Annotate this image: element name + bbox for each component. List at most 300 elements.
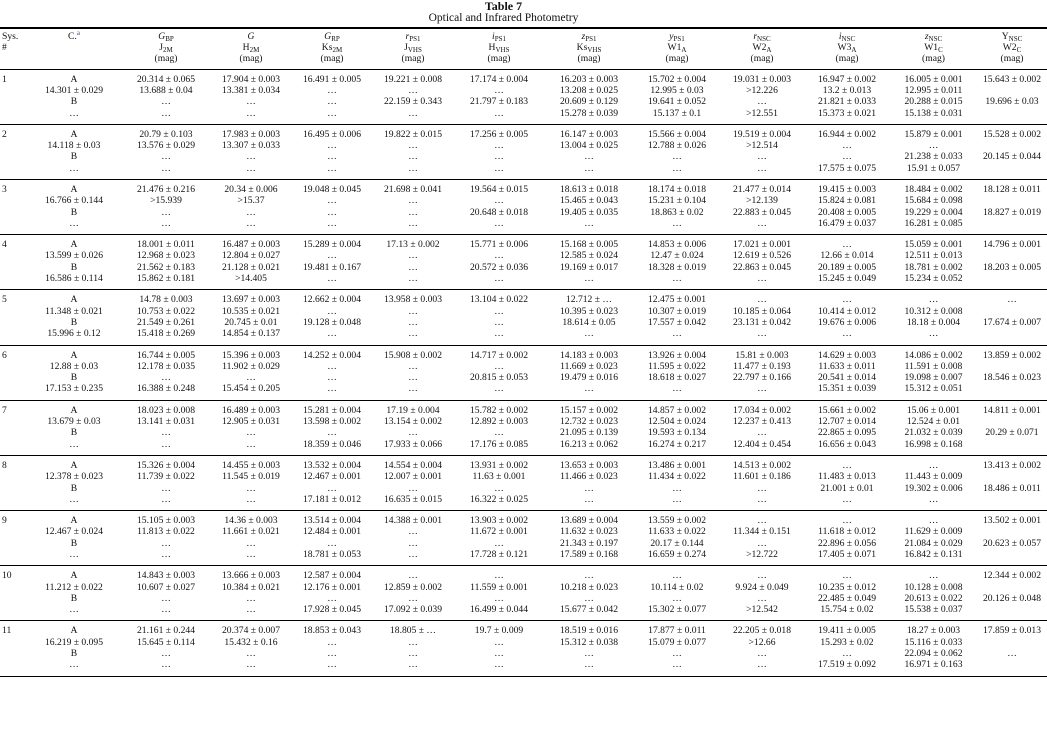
magnitude-cell: 20.79 ± 0.103 [139, 128, 193, 140]
header-col-bottom [122, 42, 210, 53]
header-col-bottom-band: W3 [837, 42, 852, 54]
table-row [0, 538, 1047, 549]
magnitude-cell: … [928, 515, 939, 527]
magnitude-cell: … [210, 163, 292, 180]
header-component [26, 31, 122, 65]
magnitude-cell: 11.601 ± 0.186 [733, 471, 791, 483]
header-col-bottom-sub: C [1016, 46, 1022, 55]
magnitude-cell [977, 108, 1047, 125]
magnitude-cell: … [890, 494, 977, 511]
magnitude-cell: 13.576 ± 0.029 [136, 140, 196, 152]
magnitude-cell: >12.551 [720, 108, 804, 125]
magnitude-cell: 16.005 ± 0.001 [904, 73, 963, 85]
magnitude-cell: … [408, 648, 418, 660]
header-col-top-band: r [753, 31, 758, 42]
magnitude-cell: 12.237 ± 0.413 [732, 416, 792, 428]
component-cell: A [70, 294, 78, 306]
magnitude-cell [977, 416, 1047, 427]
magnitude-cell: 14.629 ± 0.003 [817, 349, 877, 361]
header-col-bottom [210, 42, 292, 53]
magnitude-cell: … [634, 273, 720, 290]
component-cell: … [26, 659, 122, 676]
table-body [0, 69, 1047, 676]
magnitude-cell: 18.614 ± 0.05 [562, 316, 616, 328]
magnitude-cell: … [494, 360, 504, 372]
table-caption [0, 0, 1007, 24]
magnitude-cell: 10.395 ± 0.023 [559, 305, 619, 317]
magnitude-cell: 16.971 ± 0.163 [890, 659, 977, 676]
magnitude-cell [977, 494, 1047, 511]
magnitude-cell: 19.479 ± 0.016 [559, 372, 619, 384]
table-row [0, 151, 1047, 162]
magnitude-cell: 13.931 ± 0.002 [469, 459, 529, 471]
magnitude-cell: 17.181 ± 0.012 [292, 494, 372, 511]
magnitude-cell: 10.114 ± 0.02 [650, 581, 704, 593]
magnitude-cell: … [757, 592, 767, 604]
magnitude-cell: … [408, 140, 418, 152]
magnitude-cell: 20.609 ± 0.129 [559, 96, 619, 108]
header-col-bottom-band: J [404, 42, 408, 54]
system-number: 9 [2, 515, 7, 527]
header-col-top-band: Y [1001, 31, 1009, 42]
magnitude-cell: >15.37 [237, 195, 265, 207]
magnitude-cell: 21.032 ± 0.039 [904, 427, 963, 439]
component-cell: B [70, 96, 78, 108]
component-cell: 11.348 ± 0.021 [45, 305, 103, 317]
magnitude-cell: 12.968 ± 0.023 [136, 250, 196, 262]
header-col-top [977, 31, 1047, 42]
magnitude-cell [977, 306, 1047, 317]
magnitude-cell: … [544, 494, 634, 511]
table-row [0, 604, 1047, 621]
magnitude-cell [977, 549, 1047, 566]
header-col-unit: (mag) [401, 53, 425, 65]
table-row [0, 648, 1047, 659]
system-number [0, 317, 26, 328]
magnitude-cell: 13.2 ± 0.013 [822, 84, 872, 96]
magnitude-cell: 19.128 ± 0.048 [302, 316, 362, 328]
magnitude-cell: … [1007, 294, 1017, 306]
header-col-top-sub: PS1 [585, 35, 597, 43]
header-col-bottom-sub: VHS [587, 46, 602, 55]
magnitude-cell: … [494, 151, 504, 163]
component-cell: … [26, 549, 122, 566]
system-number [0, 526, 26, 537]
magnitude-cell: 16.744 ± 0.005 [136, 349, 196, 361]
magnitude-cell: … [327, 206, 337, 218]
magnitude-cell: 15.754 ± 0.02 [804, 604, 890, 621]
magnitude-cell: 15.059 ± 0.001 [904, 239, 963, 251]
header-col-bottom [372, 42, 454, 53]
header-sys-hash: # [2, 42, 7, 54]
magnitude-cell: 18.203 ± 0.005 [982, 261, 1042, 273]
system-number [0, 273, 26, 290]
system-number: 4 [2, 239, 7, 251]
magnitude-cell: … [122, 494, 210, 511]
magnitude-cell: … [246, 592, 256, 604]
magnitude-cell: 22.094 ± 0.062 [904, 648, 963, 660]
table-row [0, 566, 1047, 582]
magnitude-cell: 11.633 ± 0.011 [818, 360, 876, 372]
magnitude-cell: 16.479 ± 0.037 [804, 218, 890, 235]
header-col-top-band: z [581, 31, 586, 42]
magnitude-cell: 14.252 ± 0.004 [302, 349, 362, 361]
magnitude-cell: 16.491 ± 0.005 [302, 73, 362, 85]
header-col-bottom-band: H [488, 42, 496, 54]
magnitude-cell: 21.477 ± 0.014 [732, 183, 792, 195]
magnitude-cell: … [584, 592, 594, 604]
magnitude-cell: 11.559 ± 0.001 [470, 581, 528, 593]
magnitude-cell: 15.138 ± 0.031 [890, 108, 977, 125]
magnitude-cell: … [634, 218, 720, 235]
magnitude-cell: … [161, 482, 171, 494]
component-cell: 14.301 ± 0.029 [44, 84, 104, 96]
system-number [0, 108, 26, 125]
header-col-top-sub: NSC [757, 35, 771, 43]
magnitude-cell: 14.843 ± 0.003 [136, 570, 196, 582]
header-col-bottom-band: H [242, 42, 250, 54]
table-row [0, 218, 1047, 235]
magnitude-cell: 16.635 ± 0.015 [372, 494, 454, 511]
magnitude-cell: … [246, 648, 256, 660]
magnitude-cell: … [372, 108, 454, 125]
magnitude-cell: 12.66 ± 0.014 [820, 250, 874, 262]
magnitude-cell: … [720, 163, 804, 180]
component-cell: A [70, 570, 78, 582]
magnitude-cell: 15.432 ± 0.16 [224, 636, 278, 648]
magnitude-cell: 19.411 ± 0.005 [818, 625, 876, 637]
component-cell: 16.586 ± 0.114 [26, 273, 122, 290]
magnitude-cell: 18.486 ± 0.011 [983, 482, 1041, 494]
magnitude-cell: 15.312 ± 0.038 [559, 636, 619, 648]
magnitude-cell: 20.623 ± 0.057 [982, 537, 1042, 549]
component-cell: B [70, 427, 78, 439]
header-col-top-band: i [838, 31, 842, 42]
magnitude-cell: 15.454 ± 0.205 [210, 383, 292, 400]
component-cell: … [26, 604, 122, 621]
magnitude-cell: >12.226 [746, 84, 778, 96]
magnitude-cell: 11.63 ± 0.001 [472, 471, 526, 483]
header-col-top-band: y [669, 31, 674, 42]
magnitude-cell: 15.645 ± 0.114 [137, 636, 195, 648]
magnitude-cell: 17.405 ± 0.071 [804, 549, 890, 566]
magnitude-cell: … [246, 96, 256, 108]
magnitude-cell: 18.484 ± 0.002 [904, 183, 963, 195]
magnitude-cell: 21.821 ± 0.033 [817, 96, 877, 108]
table-row [0, 207, 1047, 218]
magnitude-cell: 14.183 ± 0.003 [559, 349, 619, 361]
magnitude-cell: 20.572 ± 0.036 [469, 261, 529, 273]
magnitude-cell: 15.643 ± 0.002 [982, 73, 1042, 85]
magnitude-cell: 11.477 ± 0.193 [733, 360, 791, 372]
component-cell: A [70, 404, 78, 416]
magnitude-cell: 15.81 ± 0.003 [735, 349, 789, 361]
magnitude-cell: 13.859 ± 0.002 [982, 349, 1042, 361]
magnitude-cell: 21.343 ± 0.197 [559, 537, 619, 549]
system-number: 5 [2, 294, 7, 306]
magnitude-cell: 14.388 ± 0.001 [383, 515, 443, 527]
magnitude-cell: 11.545 ± 0.019 [222, 471, 280, 483]
component-cell: 12.88 ± 0.03 [49, 360, 99, 372]
system-number: 3 [2, 183, 7, 195]
header-col-top-sub: PS1 [494, 35, 506, 43]
header-col-top [890, 31, 977, 42]
header-col-unit: (mag) [665, 53, 689, 65]
magnitude-cell: … [757, 96, 767, 108]
header-col-1 [210, 31, 292, 65]
magnitude-cell: 14.853 ± 0.006 [647, 239, 707, 251]
magnitude-cell: … [672, 648, 682, 660]
table-row [0, 471, 1047, 482]
magnitude-cell: 13.653 ± 0.003 [559, 459, 619, 471]
component-cell: … [26, 108, 122, 125]
header-col-bottom-sub: 2M [332, 46, 343, 55]
system-number [0, 96, 26, 107]
magnitude-cell: … [246, 537, 256, 549]
component-cell: 15.996 ± 0.12 [26, 328, 122, 345]
magnitude-cell: 12.47 ± 0.024 [650, 250, 704, 262]
table-row [0, 416, 1047, 427]
magnitude-cell: 12.585 ± 0.024 [559, 250, 619, 262]
header-col-unit: (mag) [577, 53, 601, 65]
magnitude-cell: 16.487 ± 0.003 [221, 239, 281, 251]
table-row [0, 140, 1047, 151]
system-number: 11 [2, 625, 12, 637]
table-row [0, 526, 1047, 537]
magnitude-cell: 10.128 ± 0.008 [904, 581, 963, 593]
magnitude-cell: 16.213 ± 0.062 [544, 439, 634, 456]
magnitude-cell: 19.7 ± 0.009 [474, 625, 524, 637]
magnitude-cell: 16.281 ± 0.085 [890, 218, 977, 235]
magnitude-cell: … [408, 636, 418, 648]
magnitude-cell: … [720, 494, 804, 511]
table-row [0, 262, 1047, 273]
magnitude-cell: 13.208 ± 0.025 [559, 84, 619, 96]
system-number [0, 427, 26, 438]
magnitude-cell: 12.892 ± 0.003 [469, 416, 529, 428]
magnitude-cell: 13.689 ± 0.004 [559, 515, 619, 527]
magnitude-cell: … [327, 151, 337, 163]
magnitude-cell: … [327, 636, 337, 648]
magnitude-cell [977, 218, 1047, 235]
table-row [0, 372, 1047, 383]
magnitude-cell: 22.485 ± 0.049 [817, 592, 877, 604]
magnitude-cell: 13.381 ± 0.034 [221, 84, 281, 96]
magnitude-cell: 20.815 ± 0.053 [469, 372, 529, 384]
magnitude-cell: 15.538 ± 0.037 [890, 604, 977, 621]
magnitude-cell: … [122, 604, 210, 621]
header-col-bottom [544, 42, 634, 53]
magnitude-cell: … [842, 239, 852, 251]
magnitude-cell: 18.27 ± 0.003 [906, 625, 961, 637]
magnitude-cell: … [757, 570, 767, 582]
magnitude-cell: 15.137 ± 0.1 [634, 108, 720, 125]
magnitude-cell: … [544, 218, 634, 235]
magnitude-cell: 14.554 ± 0.004 [383, 459, 443, 471]
magnitude-cell [977, 383, 1047, 400]
magnitude-cell: 12.524 ± 0.01 [906, 416, 961, 428]
component-cell: … [26, 218, 122, 235]
component-cell: 14.118 ± 0.03 [47, 140, 101, 152]
magnitude-cell: 10.607 ± 0.027 [136, 581, 196, 593]
magnitude-cell: 12.344 ± 0.002 [982, 570, 1042, 582]
magnitude-cell: 16.495 ± 0.006 [302, 128, 362, 140]
component-cell: B [70, 206, 78, 218]
system-number [0, 140, 26, 151]
magnitude-cell: 18.023 ± 0.008 [136, 404, 196, 416]
magnitude-cell: 16.998 ± 0.168 [890, 439, 977, 456]
magnitude-cell: … [210, 108, 292, 125]
header-col-bottom-band: Ks [576, 42, 588, 54]
magnitude-cell: 17.728 ± 0.121 [454, 549, 544, 566]
magnitude-cell: … [210, 659, 292, 676]
magnitude-cell: 21.095 ± 0.139 [559, 427, 619, 439]
table-row [0, 345, 1047, 361]
magnitude-cell: … [122, 549, 210, 566]
magnitude-cell: … [408, 537, 418, 549]
magnitude-cell: 19.641 ± 0.052 [647, 96, 707, 108]
header-col-0 [122, 31, 210, 65]
magnitude-cell: … [327, 84, 337, 96]
component-cell: B [70, 372, 78, 384]
magnitude-cell: … [161, 96, 171, 108]
component-cell: 17.153 ± 0.235 [26, 383, 122, 400]
magnitude-cell: 20.189 ± 0.005 [817, 261, 877, 273]
magnitude-cell: 19.048 ± 0.045 [302, 183, 362, 195]
magnitude-cell: 15.231 ± 0.104 [647, 195, 707, 207]
magnitude-cell: … [408, 84, 418, 96]
magnitude-cell: 18.853 ± 0.043 [302, 625, 362, 637]
magnitude-cell: 22.883 ± 0.045 [732, 206, 792, 218]
magnitude-cell: … [544, 273, 634, 290]
magnitude-cell: 13.502 ± 0.001 [982, 515, 1042, 527]
magnitude-cell: 11.591 ± 0.008 [904, 360, 963, 372]
magnitude-cell: 21.084 ± 0.029 [904, 537, 963, 549]
magnitude-cell: >12.542 [720, 604, 804, 621]
magnitude-cell: … [720, 273, 804, 290]
table-row [0, 69, 1047, 85]
table-row [0, 637, 1047, 648]
header-col-unit: (mag) [750, 53, 774, 65]
magnitude-cell [977, 140, 1047, 151]
magnitude-cell: 15.862 ± 0.181 [122, 273, 210, 290]
magnitude-cell: 17.176 ± 0.085 [454, 439, 544, 456]
magnitude-cell: … [408, 151, 418, 163]
magnitude-cell: 17.256 ± 0.005 [469, 128, 529, 140]
magnitude-cell: 22.865 ± 0.095 [817, 427, 877, 439]
magnitude-cell [977, 361, 1047, 372]
magnitude-cell: … [454, 163, 544, 180]
magnitude-cell: … [246, 206, 256, 218]
component-cell: A [70, 349, 78, 361]
header-col-top [122, 31, 210, 42]
system-number [0, 439, 26, 456]
magnitude-cell: 20.541 ± 0.014 [817, 372, 877, 384]
table-row [0, 483, 1047, 494]
magnitude-cell: … [544, 659, 634, 676]
table-row [0, 593, 1047, 604]
magnitude-cell: 18.128 ± 0.011 [983, 183, 1041, 195]
magnitude-cell: … [372, 549, 454, 566]
magnitude-cell: 12.484 ± 0.001 [302, 526, 362, 538]
header-component-note: a [76, 29, 80, 37]
magnitude-cell: 19.593 ± 0.134 [647, 427, 707, 439]
magnitude-cell: 11.443 ± 0.009 [904, 471, 963, 483]
magnitude-cell: 15.396 ± 0.003 [221, 349, 281, 361]
magnitude-cell: 13.104 ± 0.022 [469, 294, 529, 306]
magnitude-cell: 19.481 ± 0.167 [302, 261, 362, 273]
magnitude-cell: 19.696 ± 0.03 [985, 96, 1039, 108]
magnitude-cell: … [494, 140, 504, 152]
system-number [0, 648, 26, 659]
magnitude-cell: 12.176 ± 0.001 [302, 581, 362, 593]
system-number [0, 195, 26, 206]
magnitude-cell: … [842, 648, 852, 660]
component-cell: B [70, 592, 78, 604]
system-number [0, 549, 26, 566]
magnitude-cell: 17.674 ± 0.007 [982, 316, 1042, 328]
magnitude-cell: 19.405 ± 0.035 [559, 206, 619, 218]
magnitude-cell: 17.19 ± 0.004 [386, 404, 440, 416]
magnitude-cell: 11.661 ± 0.021 [222, 526, 280, 538]
magnitude-cell: … [210, 439, 292, 456]
magnitude-cell: … [720, 218, 804, 235]
header-col-bottom-band: W2 [1002, 42, 1017, 54]
header-col-top-band: G [324, 31, 332, 42]
magnitude-cell: 10.384 ± 0.021 [221, 581, 281, 593]
magnitude-cell: … [327, 360, 337, 372]
magnitude-cell: … [292, 218, 372, 235]
magnitude-cell: 18.618 ± 0.027 [647, 372, 707, 384]
header-col-unit: (mag) [835, 53, 859, 65]
magnitude-cell: … [804, 328, 890, 345]
magnitude-cell: 15.661 ± 0.002 [817, 404, 877, 416]
system-number [0, 218, 26, 235]
header-col-top-sub: NSC [1008, 35, 1023, 43]
header-col-bottom-sub: 2M [163, 46, 173, 55]
magnitude-cell: … [161, 648, 171, 660]
magnitude-cell: … [672, 570, 682, 582]
magnitude-cell: 12.475 ± 0.001 [647, 294, 707, 306]
table-row [0, 621, 1047, 637]
header-col-6 [634, 31, 720, 65]
magnitude-cell [977, 195, 1047, 206]
magnitude-cell: 15.824 ± 0.081 [817, 195, 877, 207]
magnitude-cell: >12.139 [746, 195, 778, 207]
header-col-bottom-sub: A [681, 46, 687, 55]
table-row [0, 195, 1047, 206]
component-cell: A [70, 73, 78, 85]
magnitude-cell: 21.161 ± 0.244 [136, 625, 196, 637]
header-col-10 [977, 31, 1047, 65]
header-col-top-band: z [924, 31, 929, 42]
magnitude-cell: … [720, 659, 804, 676]
magnitude-cell: 16.203 ± 0.003 [559, 73, 619, 85]
magnitude-cell: 11.813 ± 0.022 [137, 526, 195, 538]
magnitude-cell: 12.707 ± 0.014 [817, 416, 877, 428]
magnitude-cell: … [584, 648, 594, 660]
magnitude-cell: 11.434 ± 0.022 [648, 471, 706, 483]
system-number [0, 483, 26, 494]
table-row [0, 494, 1047, 511]
magnitude-cell: … [327, 427, 337, 439]
magnitude-cell: 13.697 ± 0.003 [221, 294, 281, 306]
header-col-bottom [454, 42, 544, 53]
table-row [0, 235, 1047, 251]
magnitude-cell: 13.486 ± 0.001 [647, 459, 707, 471]
magnitude-cell: … [327, 140, 337, 152]
magnitude-cell: … [494, 636, 504, 648]
